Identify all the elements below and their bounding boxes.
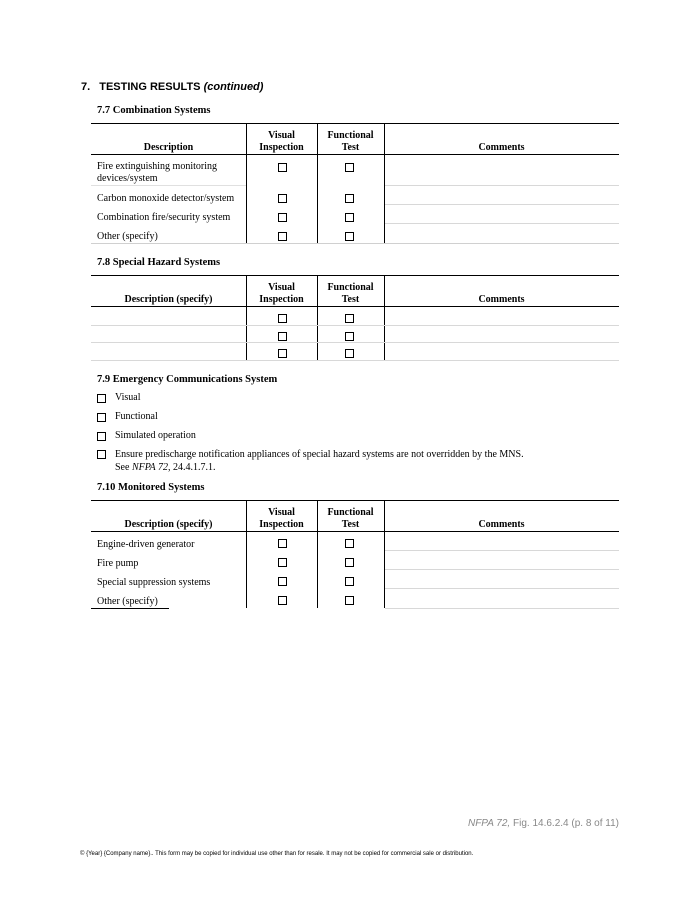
section-heading [81, 81, 263, 93]
emergency-functional-checkbox[interactable] [97, 413, 106, 422]
figure-reference: NFPA 72, Fig. 14.6.2.4 (p. 8 of 11) [467, 818, 619, 829]
emergency-visual-checkbox[interactable] [97, 394, 106, 403]
visual-checkbox[interactable] [278, 349, 287, 358]
row-description: Fire pump [97, 558, 139, 569]
col-header-comments: Comments [478, 294, 525, 305]
row-description: Engine-driven generator [97, 539, 195, 550]
row-description: Special suppression systems [97, 577, 211, 588]
emergency-simulated-checkbox[interactable] [97, 432, 106, 441]
visual-checkbox[interactable] [278, 163, 287, 172]
visual-checkbox[interactable] [278, 194, 287, 203]
visual-checkbox[interactable] [278, 539, 287, 548]
emergency-simulated-label: Simulated operation [115, 430, 196, 441]
col-header-description: Description (specify) [124, 294, 213, 305]
col-header-functional: Functional Test [327, 507, 374, 530]
section-continued: (continued) [203, 81, 264, 93]
col-header-functional: Functional Test [327, 282, 374, 305]
functional-checkbox[interactable] [345, 314, 354, 323]
col-header-visual: Visual Inspection [259, 282, 304, 305]
emergency-functional-label: Functional [115, 411, 158, 422]
special-hazard-table [91, 275, 619, 360]
emergency-title: 7.9 Emergency Communications System [97, 374, 278, 385]
monitored-title: 7.10 Monitored Systems [97, 482, 205, 493]
functional-checkbox[interactable] [345, 558, 354, 567]
row-description: Other (specify) [97, 596, 158, 607]
row-description: Fire extinguishing monitoring devices/system [97, 161, 217, 184]
emergency-visual-label: Visual [115, 392, 141, 403]
visual-checkbox[interactable] [278, 596, 287, 605]
functional-checkbox[interactable] [345, 596, 354, 605]
functional-checkbox[interactable] [345, 232, 354, 241]
functional-checkbox[interactable] [345, 539, 354, 548]
special-hazard-title: 7.8 Special Hazard Systems [97, 257, 221, 268]
copyright-notice: © {Year} {Company name}.. This form may be copied for individual use other than for resale. It may not be copied for commercial sale or distribution. [80, 851, 474, 857]
emergency-predischarge-label: Ensure predischarge notification appliances of special hazard systems are not overridden by the MNS. See NFPA 72, 24.4.1.7.1. [115, 449, 524, 473]
combination-title: 7.7 Combination Systems [97, 105, 211, 116]
col-header-comments: Comments [478, 142, 525, 153]
col-header-functional: Functional Test [327, 130, 374, 153]
functional-checkbox[interactable] [345, 213, 354, 222]
visual-checkbox[interactable] [278, 314, 287, 323]
row-description: Combination fire/security system [97, 212, 231, 223]
section-number: 7. [81, 81, 91, 93]
functional-checkbox[interactable] [345, 332, 354, 341]
functional-checkbox[interactable] [345, 349, 354, 358]
col-header-visual: Visual Inspection [259, 507, 304, 530]
functional-checkbox[interactable] [345, 163, 354, 172]
visual-checkbox[interactable] [278, 558, 287, 567]
row-description: Carbon monoxide detector/system [97, 193, 235, 204]
col-header-description: Description (specify) [124, 519, 213, 530]
visual-checkbox[interactable] [278, 332, 287, 341]
functional-checkbox[interactable] [345, 577, 354, 586]
combination-table [91, 123, 619, 243]
emergency-predischarge-checkbox[interactable] [97, 450, 106, 459]
section-title: TESTING RESULTS [99, 81, 201, 93]
functional-checkbox[interactable] [345, 194, 354, 203]
monitored-table [91, 500, 619, 608]
col-header-visual: Visual Inspection [259, 130, 304, 153]
visual-checkbox[interactable] [278, 213, 287, 222]
visual-checkbox[interactable] [278, 232, 287, 241]
row-description: Other (specify) [97, 231, 158, 242]
col-header-comments: Comments [478, 519, 525, 530]
visual-checkbox[interactable] [278, 577, 287, 586]
col-header-description: Description [143, 142, 194, 153]
